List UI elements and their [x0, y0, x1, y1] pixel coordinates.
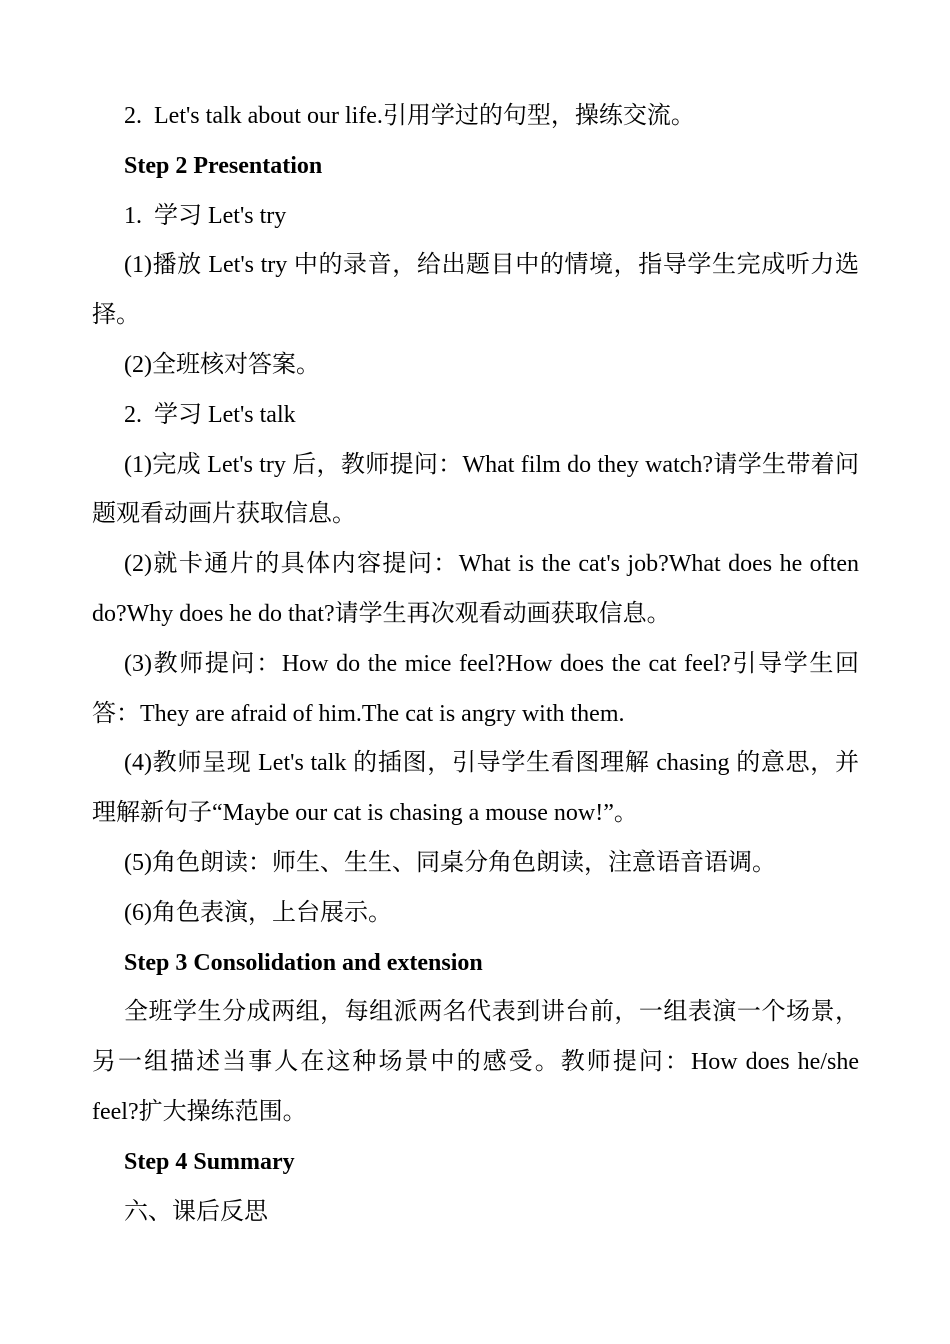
heading-step-3-consolidation: Step 3 Consolidation and extension — [124, 949, 483, 976]
item-learn-lets-talk: 2. 学习 Let's talk — [124, 401, 296, 428]
paragraph-cartoon-questions: (2)就卡通片的具体内容提问：What is the cat's job?What does he often do?Why does he do that?请学生再次观看动画获取信息。 — [92, 551, 865, 627]
paragraph-play-recording: (1)播放 Let's try 中的录音，给出题目中的情境，指导学生完成听力选择。 — [92, 252, 859, 329]
paragraph-talk-about-life: 2. Let's talk about our life.引用学过的句型，操练交流。 — [124, 103, 695, 129]
paragraph-how-feel: (3)教师提问：How do the mice feel?How does the cat feel?引导学生回答：They are afraid of him.The cat is angry with them. — [92, 650, 859, 727]
paragraph-group-activity: 全班学生分成两组，每组派两名代表到讲台前，一组表演一个场景，另一组描述当事人在这种场景中的感受。教师提问：How does he/she feel?扩大操练范围。 — [92, 999, 865, 1125]
paragraph-check-answers: (2)全班核对答案。 — [124, 351, 320, 378]
paragraph-role-play: (6)角色表演，上台展示。 — [124, 899, 392, 926]
paragraph-chasing: (4)教师呈现 Let's talk 的插图，引导学生看图理解 chasing 的意思，并理解新句子“Maybe our cat is chasing a mouse now!”。 — [92, 750, 859, 827]
heading-step-4-summary: Step 4 Summary — [124, 1148, 295, 1175]
item-learn-lets-try: 1. 学习 Let's try — [124, 202, 287, 229]
heading-step-2-presentation: Step 2 Presentation — [124, 152, 323, 179]
paragraph-what-film: (1)完成 Let's try 后，教师提问：What film do they watch?请学生带着问题观看动画片获取信息。 — [92, 451, 859, 528]
document-body — [92, 92, 865, 1237]
heading-reflection: 六、课后反思 — [124, 1198, 268, 1225]
paragraph-role-reading: (5)角色朗读：师生、生生、同桌分角色朗读，注意语音语调。 — [124, 849, 776, 876]
